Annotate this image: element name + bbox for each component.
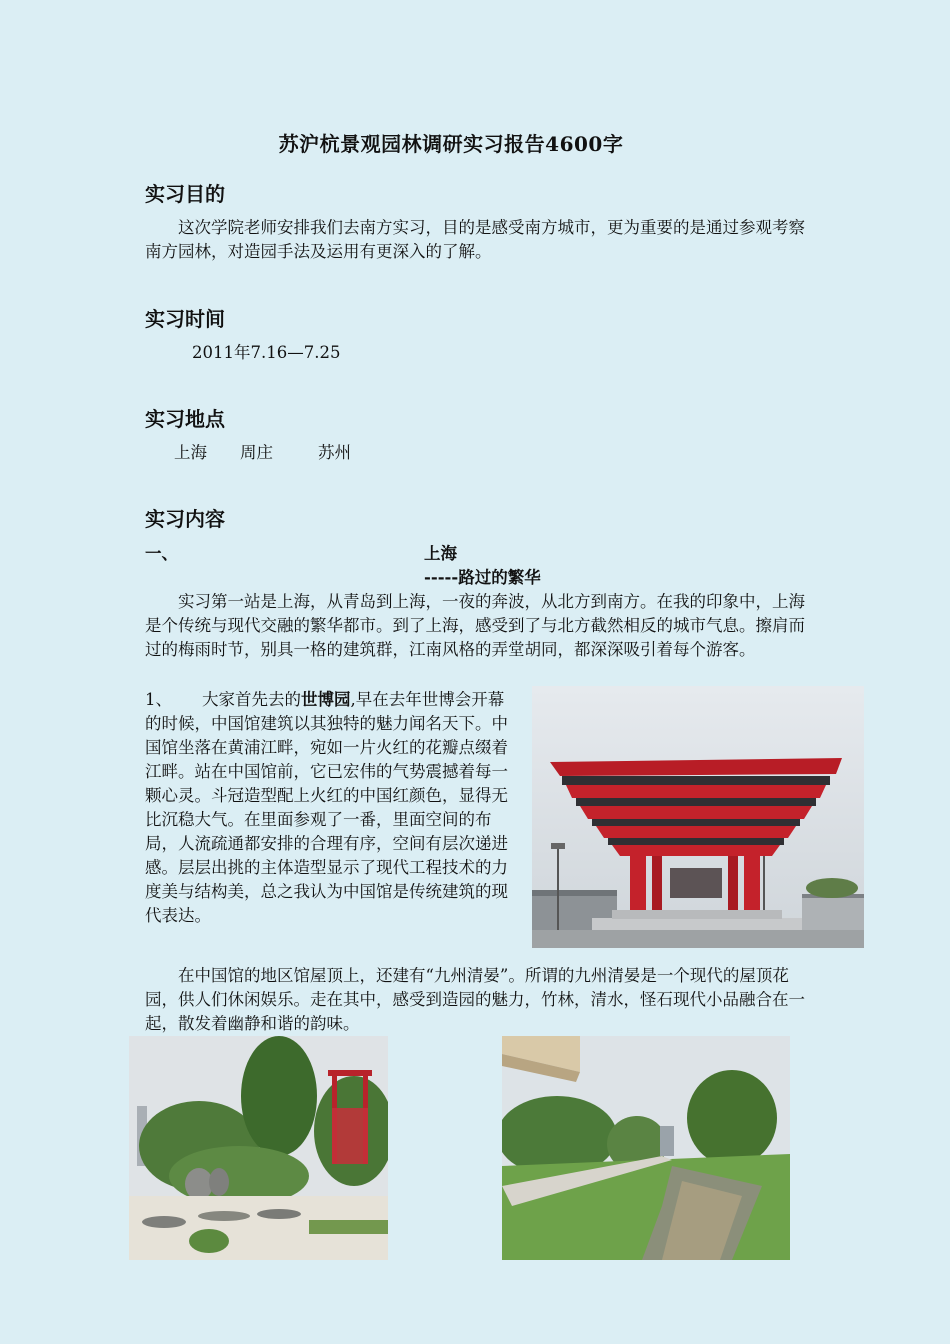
heading-time: 实习时间 xyxy=(145,307,225,331)
place-item-zhouzhuang: 周庄 xyxy=(240,443,273,462)
purpose-text: 这次学院老师安排我们去南方实习，目的是感受南方城市，更为重要的是通过参观考察南方园林，对造园手法及运用有更深入的了解。 xyxy=(145,218,805,261)
shanghai-intro: 实习第一站是上海，从青岛到上海，一夜的奔波，从北方到南方。在我的印象中，上海是个传统与现代交融的繁华都市。到了上海，感受到了与北方截然相反的城市气息。擦肩而过的梅雨时节，别具一格的建筑群，江南风格的弄堂胡同，都深深吸引着每个游客。 xyxy=(145,592,805,659)
page-title: 苏沪杭景观园林调研实习报告4600字 xyxy=(278,132,624,156)
item1-text: ,早在去年世博会开幕的时候，中国馆建筑以其独特的魅力闻名天下。中国馆坐落在黄浦江畔，宛如一片火红的花瓣点缀着江畔。站在中国馆前，它已宏伟的气势震撼着每一颗心灵。斗冠造型配上火红的中国红颜色，显得无比沉稳大气。在里面参观了一番，里面空间的布局，人流疏通都安排的合理有序，空间有层次递进感。层层出挑的主体造型显示了现代工程技术的力度美与结构美，总之我认为中国馆是传统建筑的现代表达。 xyxy=(145,690,508,925)
heading-purpose: 实习目的 xyxy=(145,182,225,206)
rooftop-garden-photo-right xyxy=(502,1036,790,1260)
garden-paragraph: 在中国馆的地区馆屋顶上，还建有“九州清晏”。所谓的九州清晏是一个现代的屋顶花园，供人们休闲娱乐。走在其中，感受到造园的魅力，竹林，清水，怪石现代小品融合在一起，散发着幽静和谐的韵味。 xyxy=(145,966,805,1033)
rooftop-garden-photo-left xyxy=(129,1036,388,1260)
part-number: 一、 xyxy=(145,544,178,563)
expo-paragraph xyxy=(145,688,520,928)
heading-place: 实习地点 xyxy=(145,407,225,431)
part-subtitle: -----路过的繁华 xyxy=(424,568,541,587)
part-title: 上海 xyxy=(424,544,457,563)
expo-park-name: 世博园 xyxy=(301,690,351,709)
place-item-suzhou: 苏州 xyxy=(318,443,351,462)
item1-number: 1、 xyxy=(145,690,172,709)
time-text: 2011年7.16—7.25 xyxy=(192,343,341,362)
item1-lead: 大家首先去的 xyxy=(202,690,301,709)
china-pavilion-photo xyxy=(532,686,864,948)
place-item-shanghai: 上海 xyxy=(174,443,207,462)
heading-content: 实习内容 xyxy=(145,507,225,531)
